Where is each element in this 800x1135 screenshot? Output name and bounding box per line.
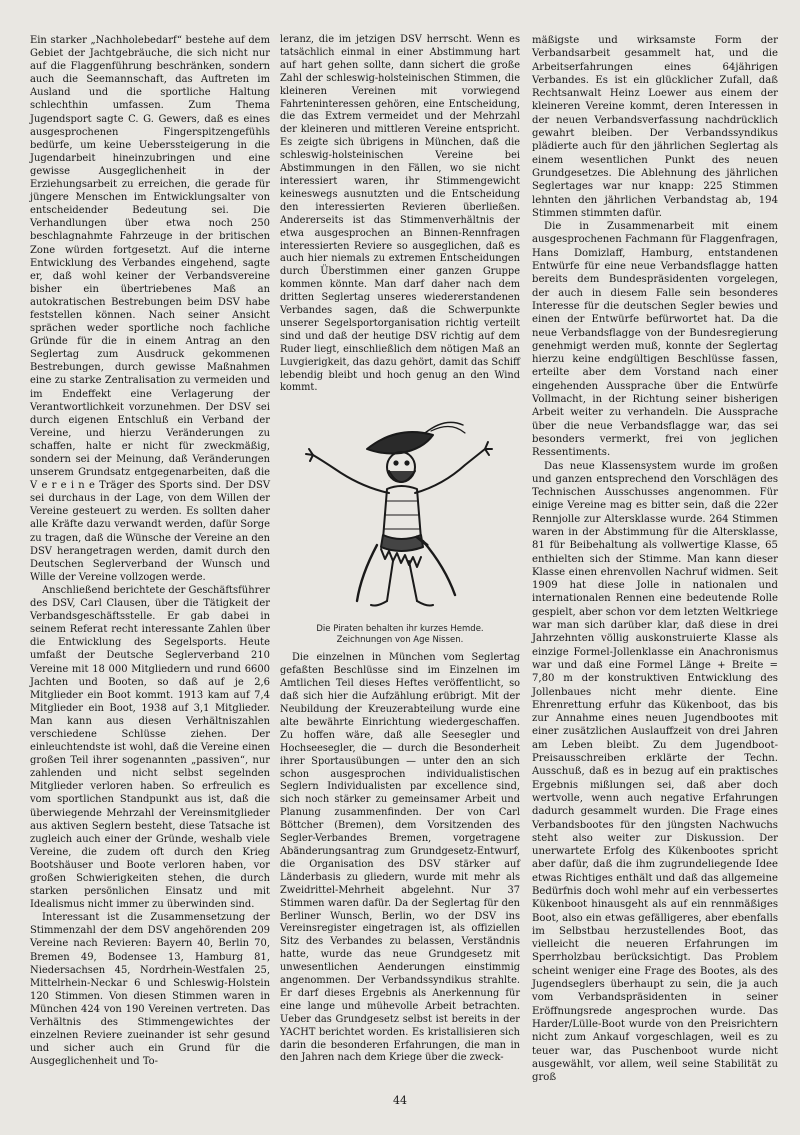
paragraph: Ein starker „Nachholebedarf“ bestehe auf dem Gebiet der Jachtgebräuche, die sich nicht nur auf die Flaggenführung beschränken, sondern auch die Seemannschaft, das Auftreten im Ausland und die sportliche Haltung schlechthin umfassen. Zum Thema Jugendsport sagte C. G. Gewers, daß es eines ausgesprochenen Fingerspitzengefühls bedürfe, um keine Ueberssteigerung in die Jugendarbeit hineinzubringen und eine gewisse Ausgeglichenheit in der Erziehungsarbeit zu erreichen, die gerade für jüngere Menschen im Entwicklungsalter von entscheidender Bedeutung sei. Die Verhandlungen über etwa noch 250 beschlagnahmte Fahrzeuge in der britischen Zone würden fortgesetzt. Auf die interne Entwicklung des Verbandes eingehend, sagte er, daß wohl keiner der Verbandsvereine bisher ein übertriebenes Maß an autokratischen Bestrebungen beim DSV habe feststellen können. Nach seiner Ansicht sprächen weder sportliche noch fachliche Gründe für die in einem Antrag an den Seglertag zum Ausdruck gekommenen Bestrebungen, durch gewisse Maßnahmen eine zu starke Zentralisation zu vermeiden und im Endeffekt eine Verlagerung der Verantwortlichkeit vorzunehmen. Der DSV sei durch eigenen Entschluß ein Verband der Vereine, und hierzu Veränderungen zu schaffen, halte er nicht für zweckmäßig, sondern sei der Meinung, daß Veränderungen unserem Grundsatz entgegenarbeiten, daß die V e r e i n e Träger des Sports sind. Der DSV sei durchaus in der Lage, von dem Willen der Vereine gesteuert zu werden. Es sollten daher alle Kräfte dazu verwandt werden, dafür Sorge zu tragen, daß die Wünsche der Vereine an den DSV herangetragen werden, damit durch den Deutschen Seglerverband der Wunsch und Wille der Vereine vollzogen werde. — [30, 35, 270, 583]
caption-line: Die Piraten behalten ihr kurzes Hemde. — [316, 624, 484, 635]
illustration-figure — [280, 405, 520, 646]
paragraph: Interessant ist die Zusammensetzung der Stimmenzahl der dem DSV angehörenden 209 Vereine nach Revieren: Bayern 40, Berlin 70, Bremen 49, Bodensee 13, Hamburg 81, Niedersachsen 45, Nordrhein-Westfalen 25, Mittelrhein-Neckar 6 und Schleswig-Holstein 120 Stimmen. Von diesen Stimmen waren in München 424 von 190 Vereinen vertreten. Das Verhältnis des Stimmengewichtes der einzelnen Reviere zueinander ist sehr gesund und sicher auch ein Grund für die Ausgeglichenheit und To- — [30, 912, 270, 1068]
paragraph: leranz, die im jetzigen DSV herrscht. Wenn es tatsächlich einmal in einer Abstimmung hart auf hart gehen sollte, dann sichert die große Zahl der schleswig-holsteinischen Stimmen, die kleineren Vereinen mit vorwiegend Fahrteninteressen gehören, eine Entscheidung, die das Extrem vermeidet und der Mehrzahl der kleineren und mittleren Vereine entspricht. Es zeigte sich übrigens in München, daß die schleswig-holsteinischen Vereine bei Abstimmungen in den Fällen, wo sie nicht interessiert waren, ihr Stimmengewicht keineswegs ausnutzten und die Entscheidung den interessierten Revieren überließen. Andererseits ist das Stimmenverhältnis der etwa ausgesprochen an Binnen-Rennfragen interessierten Reviere so ausgeglichen, daß es auch hier niemals zu extremen Entscheidungen durch Überstimmen einer ganzen Gruppe kommen könnte. Man darf daher nach dem dritten Seglertag unseres wiedererstandenen Verbandes sagen, daß die Schwerpunkte unserer Segelsportorganisation richtig verteilt sind und daß der heutige DSV richtig auf dem Ruder liegt, einschließlich dem nötigen Maß an Luvgierigkeit, das dazu gehört, damit das Schiff lebendig bleibt und hoch genug an den Wind kommt. — [280, 34, 520, 394]
text-column-middle — [280, 34, 520, 1065]
pirate-sailor-illustration — [305, 405, 495, 620]
text-column-right — [532, 34, 778, 1084]
figure-caption — [280, 624, 520, 646]
paragraph: Anschließend berichtete der Geschäftsführer des DSV, Carl Clausen, über die Tätigkeit der Verbandsgeschäftsstelle. Er gab dabei in seinem Referat recht interessante Zahlen über die Entwicklung des Segelsports. Heute umfaßt der Deutsche Seglerverband 210 Vereine mit 18 000 Mitgliedern und rund 6600 Jachten und Booten, so daß auf je 2,6 Mitglieder ein Boot kommt. 1913 kam auf 7,4 Mitglieder ein Boot, 1938 auf 3,1 Mitglieder. Man kann aus diesen Verhältniszahlen verschiedene Schlüsse ziehen. Der einleuchtendste ist wohl, daß die Vereine einen großen Teil ihrer sogenannten „passiven“, nur zahlenden und nicht selbst segelnden Mitglieder verloren haben. So erfreulich es vom sportlichen Standpunkt aus ist, daß die überwiegende Mehrzahl der Vereinsmitglieder aus aktiven Seglern besteht, diese Tatsache ist zugleich auch einer der Gründe, weshalb viele Vereine, die zudem oft durch den Krieg Bootshäuser und Boote verloren haben, vor großen Schwierigkeiten stehen, die durch starken persönlichen Einsatz und mit Idealismus nicht immer zu überwinden sind. — [30, 584, 270, 911]
paragraph: Die einzelnen in München vom Seglertag gefaßten Beschlüsse sind im Einzelnen im Amtlichen Teil dieses Heftes veröffentlicht, so daß sich hier die Aufzählung erübrigt. Mit der Neubildung der Kreuzerabteilung wurde eine alte bewährte Einrichtung wiedergeschaffen. Zu hoffen wäre, daß alle Seesegler und Hochseesegler, die — durch die Besonderheit ihrer Sportausübungen — unter den an sich schon ausgesprochen individualistischen Seglern Individualisten par excellence sind, sich noch stärker zu gemeinsamer Arbeit und Planung zusammenfinden. Der von Carl Böttcher (Bremen), dem Vorsitzenden des Segler-Verbandes Bremen, vorgetragene Abänderungsantrag zum Grundgesetz-Entwurf, die Organisation des DSV stärker auf Länderbasis zu gliedern, wurde mit mehr als Zweidrittel-Mehrheit abgelehnt. Nur 37 Stimmen waren dafür. Da der Seglertag für den Berliner Wunsch, Berlin, wo der DSV ins Vereinsregister eingetragen ist, als offiziellen Sitz des Verbandes zu belassen, Verständnis hatte, wurde das neue Grundgesetz mit unwesentlichen Aenderungen einstimmig angenommen. Der Verbandssyndikus strahlte. Er darf dieses Ergebnis als Anerkennung für eine lange und mühevolle Arbeit betrachten. Ueber das Grundgesetz selbst ist bereits in der YACHT berichtet worden. Es kristallisieren sich darin die besonderen Erfahrungen, die man in den Jahren nach dem Kriege über die zweck- — [280, 652, 520, 1064]
paragraph: Die in Zusammenarbeit mit einem ausgesprochenen Fachmann für Flaggenfragen, Hans Domizlaff, Hamburg, entstandenen Entwürfe für eine neue Verbandsflagge hatten bereits dem Bundespräsidenten vorgelegen, der auch in diesem Falle sein besonderes Interesse für die deutschen Segler bewies und einen der Entwürfe befürwortet hat. Da die neue Verbandsflagge von der Bundesregierung genehmigt werden muß, konnte der Seglertag hierzu keine endgültigen Beschlüsse fassen, erteilte aber dem Vorstand nach einer eingehenden Aussprache über die Entwürfe Vollmacht, in der Richtung seiner bisherigen Arbeit weiter zu verhandeln. Die Aussprache über die neue Verbandsflagge war, das sei besonders vermerkt, frei von jeglichen Ressentiments. — [532, 221, 778, 459]
page-number: 44 — [393, 1094, 407, 1107]
caption-credit: Zeichnungen von Age Nissen. — [336, 635, 464, 646]
paragraph: Das neue Klassensystem wurde im großen und ganzen entsprechend den Vorschlägen des Technischen Ausschusses angenommen. Für einige Vereine mag es bitter sein, daß die 22er Rennjolle zur Altersklasse wurde. 264 Stimmen waren in der Abstimmung für die Altersklasse, 81 für Beibehaltung als vollwertige Klasse, 65 enthielten sich der Stimme. Man kann dieser Klasse einen ehrenvollen Nachruf widmen. Seit 1909 hat diese Jolle in nationalen und internationalen Rennen eine bedeutende Rolle gespielt, aber schon vor dem letzten Weltkriege war man sich darüber klar, daß diese in drei Jahrzehnten völlig auskonstruierte Klasse als einzige Formel-Jollenklasse ein Anachronismus war und daß eine Formel Länge + Breite = 7,80 m der konstruktiven Entwicklung des Jollenbaues nicht mehr diente. Eine Ehrenrettung erfuhr das Kükenboot, das bis zur Annahme eines neuen Jugendbootes mit einer zusätzlichen Auslauffzeit von drei Jahren am Leben bleibt. Zu dem Jugendboot-Preisausschreiben erklärte der Techn. Ausschuß, daß es in bezug auf ein praktisches Ergebnis mißlungen sei, daß aber doch wertvolle, wenn auch negative Erfahrungen dadurch gesammelt wurden. Die Frage eines Verbandsbootes für den jüngsten Nachwuchs steht also weiter zur Diskussion. Der unerwartete Erfolg des Kükenbootes spricht aber dafür, daß die ihm zugrundeliegende Idee etwas Richtiges enthält und daß das allgemeine Bedürfnis doch wohl mehr auf ein verbessertes Kükenboot hinausgeht als auf ein rennmäßiges Boot, also ein etwas gefälligeres, aber ebenfalls im Selbstbau herzustellendes Boot, das vielleicht die neueren Erfahrungen im Sperrholzbau berücksichtigt. Das Problem scheint weniger eine Frage des Bootes, als des Jugendseglers überhaupt zu sein, die ja auch vom Verbandspräsidenten in seiner Eröffnungsrede angesprochen wurde. Das Harder/Lülle-Boot wurde von den Preisrichtern nicht zum Ankauf vorgeschlagen, weil es zu teuer war, das Puschenboot wurde nicht ausgewählt, vor allem, weil seine Stabilität zu groß — [532, 460, 778, 1084]
paragraph: mäßigste und wirksamste Form der Verbandsarbeit gesammelt hat, und die Arbeitserfahrungen eines 64jährigen Verbandes. Es ist ein glücklicher Zufall, daß Rechtsanwalt Heinz Loewer aus einem der kleineren Vereine kommt, deren Interessen in der neuen Verbandsverfassung nachdrücklich gewahrt bleiben. Der Verbandssyndikus plädierte auch für den jährlichen Seglertag als einem wesentlichen Punkt des neuen Grundgesetzes. Die Ablehnung des jährlichen Seglertages war nur knapp: 225 Stimmen lehnten den jährlichen Verbandstag ab, 194 Stimmen stimmten dafür. — [532, 35, 778, 219]
text-column-left — [30, 34, 270, 1068]
